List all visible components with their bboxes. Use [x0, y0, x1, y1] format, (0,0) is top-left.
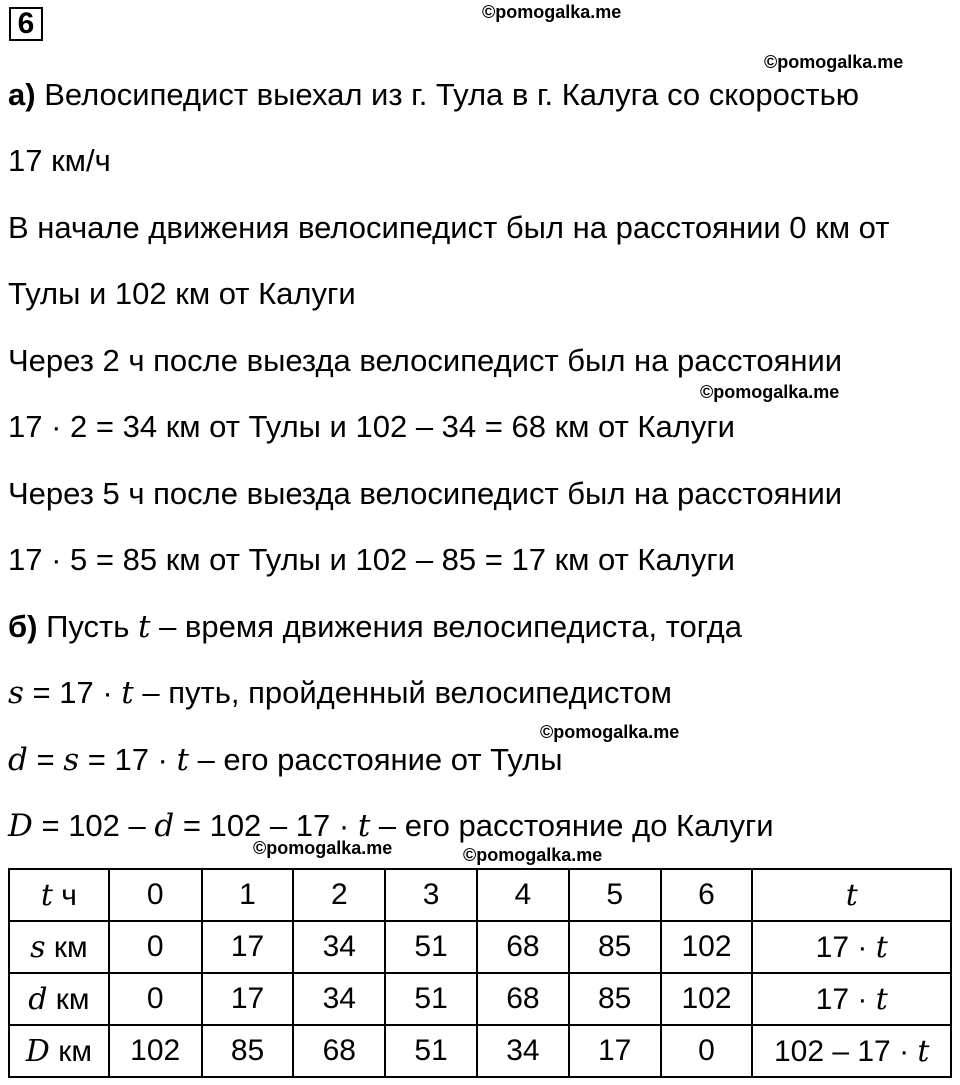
- table-cell: 4: [477, 869, 569, 921]
- table-cell: 6: [661, 869, 753, 921]
- formula-d: d = s = 17 · t – его расстояние от Тулы: [8, 742, 563, 778]
- table-cell: 51: [385, 1025, 477, 1077]
- table-cell: 68: [477, 973, 569, 1025]
- formula-s: s = 17 · t – путь, пройденный велосипедистом: [8, 675, 672, 711]
- row-header: t ч: [9, 869, 109, 921]
- table-cell: 102: [661, 921, 753, 973]
- table-cell: 85: [569, 921, 661, 973]
- watermark: ©pomogalka.me: [253, 838, 393, 858]
- table-cell: 0: [109, 869, 202, 921]
- table-cell: 0: [661, 1025, 753, 1077]
- values-table: [8, 868, 952, 1078]
- table-cell: 3: [385, 869, 477, 921]
- table-cell: 68: [477, 921, 569, 973]
- table-cell-formula: 102 – 17 · t: [752, 1025, 951, 1077]
- table-cell: 34: [293, 973, 385, 1025]
- table-cell-formula: 17 · t: [752, 973, 951, 1025]
- table-cell: 51: [385, 921, 477, 973]
- part-b-label: б): [8, 609, 38, 644]
- table-row: [9, 973, 951, 1025]
- table-cell: 5: [569, 869, 661, 921]
- text-line: а) Велосипедист выехал из г. Тула в г. Калуга со скоростью: [8, 77, 860, 112]
- table-cell: 102: [661, 973, 753, 1025]
- table-cell-formula: t: [752, 869, 951, 921]
- watermark: ©pomogalka.me: [700, 382, 840, 402]
- row-header: D км: [9, 1025, 109, 1077]
- table-cell: 34: [293, 921, 385, 973]
- row-header: s км: [9, 921, 109, 973]
- table-cell: 85: [202, 1025, 294, 1077]
- row-header: d км: [9, 973, 109, 1025]
- table-row: [9, 869, 951, 921]
- table-row: [9, 1025, 951, 1077]
- text-line: Тулы и 102 км от Калуги: [8, 276, 356, 311]
- table-cell: 2: [293, 869, 385, 921]
- table-cell: 1: [202, 869, 294, 921]
- table-cell-formula: 17 · t: [752, 921, 951, 973]
- table-cell: 17: [569, 1025, 661, 1077]
- table-row: [9, 921, 951, 973]
- part-b-intro: б) Пусть t – время движения велосипедиста, тогда: [8, 609, 743, 645]
- task-number: 6: [9, 7, 43, 41]
- table-cell: 34: [477, 1025, 569, 1077]
- text-line: 17 · 2 = 34 км от Тулы и 102 – 34 = 68 км от Калуги: [8, 409, 735, 444]
- text-line: Через 2 ч после выезда велосипедист был на расстоянии: [8, 343, 843, 378]
- table-cell: 0: [109, 921, 202, 973]
- table-cell: 17: [202, 973, 294, 1025]
- text-line: В начале движения велосипедист был на расстоянии 0 км от: [8, 210, 890, 245]
- table-cell: 0: [109, 973, 202, 1025]
- part-a-label: а): [8, 77, 36, 112]
- text-line: 17 · 5 = 85 км от Тулы и 102 – 85 = 17 км от Калуги: [8, 542, 735, 577]
- formula-D: D = 102 – d = 102 – 17 · t – его расстояние до Калуги: [8, 808, 774, 844]
- table-cell: 85: [569, 973, 661, 1025]
- table-cell: 102: [109, 1025, 202, 1077]
- watermark: ©pomogalka.me: [482, 2, 622, 22]
- watermark: ©pomogalka.me: [764, 52, 904, 72]
- watermark: ©pomogalka.me: [540, 722, 680, 742]
- watermark: ©pomogalka.me: [463, 845, 603, 865]
- table-cell: 51: [385, 973, 477, 1025]
- table-cell: 17: [202, 921, 294, 973]
- text-line: 17 км/ч: [8, 143, 111, 178]
- table-cell: 68: [293, 1025, 385, 1077]
- text-line: Через 5 ч после выезда велосипедист был на расстоянии: [8, 476, 843, 511]
